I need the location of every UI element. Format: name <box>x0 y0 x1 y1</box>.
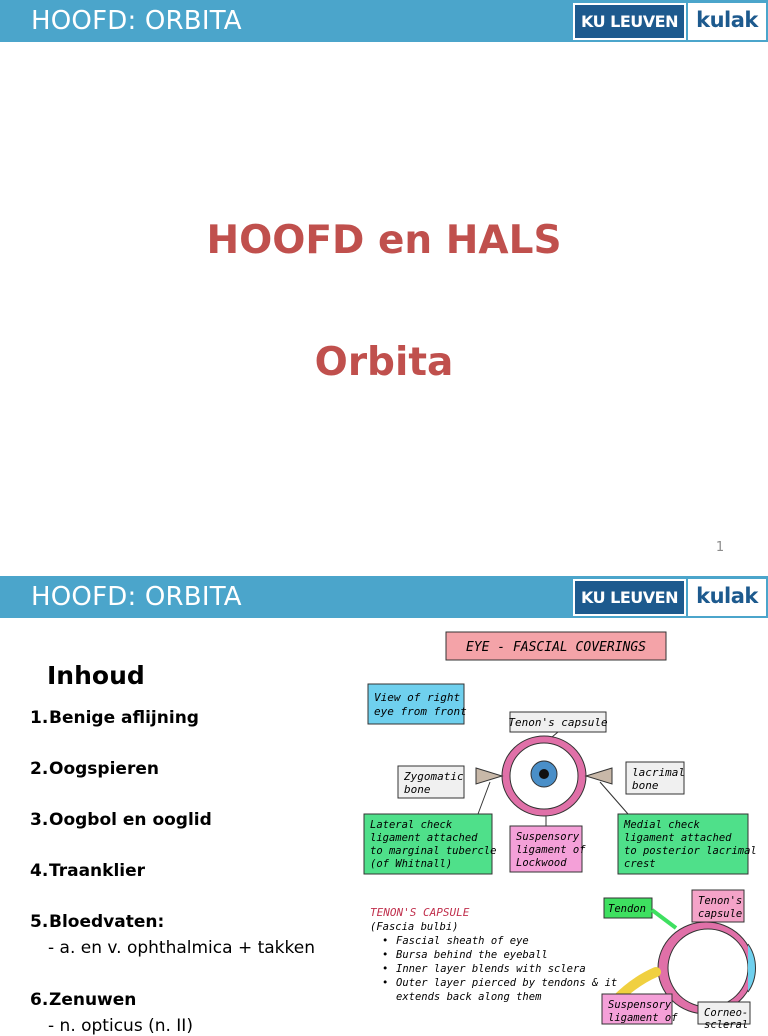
list-item: 5.Bloedvaten: <box>30 912 165 932</box>
list-subitem: - n. opticus (n. II) <box>48 1016 193 1036</box>
capsule-subheading: (Fascia bulbi) <box>370 921 459 933</box>
lateral-label-line: Lateral check <box>370 819 453 831</box>
corneo-label-line: Corneo- <box>704 1007 749 1019</box>
slide-subtitle: Orbita <box>314 340 454 385</box>
capsule-bullet-dot: • <box>382 977 389 989</box>
suspensory-label-line: Lockwood <box>516 857 567 869</box>
tenon-label: Tenon's capsule <box>508 716 608 729</box>
header-title: HOOFD: ORBITA <box>31 6 242 36</box>
kulak-logo: kulak <box>688 579 766 616</box>
capsule-bullet-dot: • <box>382 963 389 975</box>
capsule-bullet: Fascial sheath of eye <box>396 935 529 947</box>
view-label-line: eye from front <box>374 705 467 718</box>
view-label-box <box>368 684 464 724</box>
capsule-bullet-dot: • <box>382 949 389 961</box>
zygomatic-label-line: Zygomatic <box>404 770 464 783</box>
capsule-heading: TENON'S CAPSULE <box>370 906 470 919</box>
lacrimal-label-line: lacrimal <box>632 766 685 779</box>
list-subitem: - a. en v. ophthalmica + takken <box>48 938 315 958</box>
list-item: 2.Oogspieren <box>30 759 159 779</box>
lateral-label-line: to marginal tubercle <box>370 845 497 857</box>
medial-label-line: Medial check <box>624 819 700 831</box>
suspensory-label-line: Suspensory <box>516 831 580 843</box>
slide-2 <box>0 576 768 1036</box>
ku-leuven-logo: KU LEUVEN <box>573 3 686 40</box>
diagram-title: EYE - FASCIAL COVERINGS <box>465 640 647 655</box>
list-item: 3.Oogbol en ooglid <box>30 810 212 830</box>
capsule-bullet: Bursa behind the eyeball <box>396 949 548 961</box>
lacrimal-label-line: bone <box>632 779 659 792</box>
capsule-bullet: extends back along them <box>396 991 542 1003</box>
suspensory2-label-line: Suspensory <box>608 999 672 1011</box>
suspensory-label-line: ligament of <box>516 844 586 856</box>
slide-header <box>0 0 768 42</box>
corneo-label-line: scleral <box>704 1019 749 1031</box>
medial-label-line: to posterior lacrimal <box>624 845 757 857</box>
lateral-label-line: ligament attached <box>370 832 478 844</box>
eye-fascial-diagram <box>356 628 768 1031</box>
medial-label-line: ligament attached <box>624 832 732 844</box>
header-title: HOOFD: ORBITA <box>31 582 242 612</box>
tendon-label: Tendon <box>608 903 646 915</box>
lateral-label-line: (of Whitnall) <box>370 858 453 870</box>
list-item: 6.Zenuwen <box>30 990 137 1010</box>
view-label-line: View of right <box>374 691 461 704</box>
medial-label-line: crest <box>624 858 656 870</box>
slide-title: HOOFD en HALS <box>206 218 562 263</box>
kulak-logo: kulak <box>688 3 766 40</box>
slide-header <box>0 576 768 618</box>
capsule-bullet: Inner layer blends with sclera <box>396 963 586 975</box>
tenon2-label-line: capsule <box>698 908 743 920</box>
suspensory2-label-line: ligament of <box>608 1012 678 1024</box>
tenon2-label-line: Tenon's <box>698 895 743 907</box>
zygomatic-label-line: bone <box>404 783 431 796</box>
list-item: 4.Traanklier <box>30 861 146 881</box>
list-item: 1.Benige aflijning <box>30 708 199 728</box>
contents-heading: Inhoud <box>47 661 145 690</box>
ku-leuven-logo: KU LEUVEN <box>573 579 686 616</box>
page-number: 1 <box>715 540 725 555</box>
capsule-bullet-dot: • <box>382 935 389 947</box>
capsule-bullet: Outer layer pierced by tendons & it <box>396 977 618 989</box>
